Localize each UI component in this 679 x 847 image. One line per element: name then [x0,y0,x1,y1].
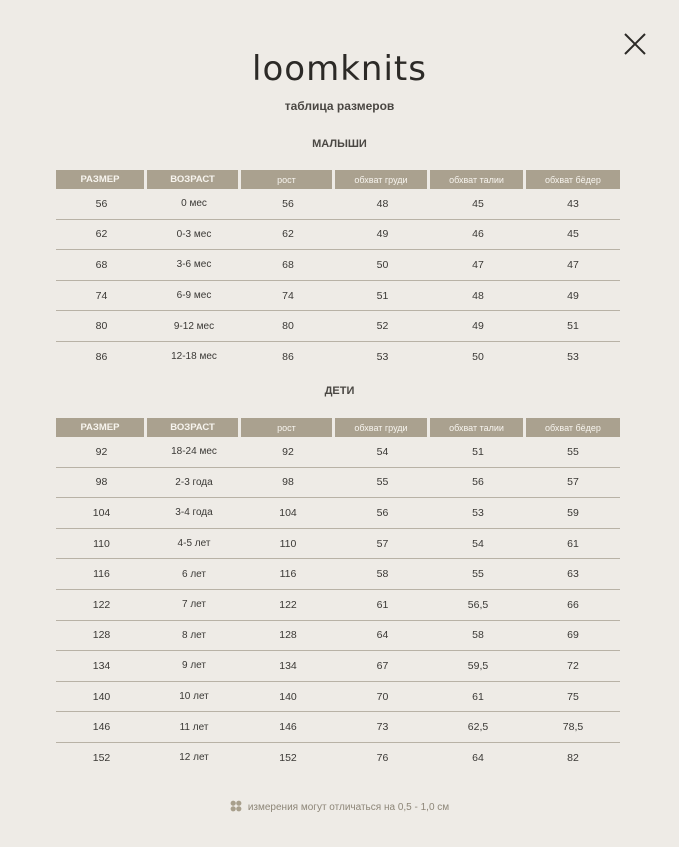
table-cell: 18-24 мес [147,437,241,468]
table-cell: 78,5 [526,712,620,743]
table-cell: 0-3 мес [147,220,241,251]
table-row [56,682,620,713]
table-cell: 82 [567,751,579,764]
table-cell: 3-4 года [147,498,241,529]
table-cell: 58 [335,559,430,590]
table-cell: 53 [376,350,389,363]
table-row [56,743,620,773]
table-cell: 66 [526,590,620,621]
table-row [56,250,620,281]
table-cell: 140 [56,682,147,713]
table-cell: 11 лет [147,712,241,743]
table-cell: 80 [241,311,335,342]
table-cell: 46 [430,220,526,251]
table-body [56,437,620,773]
table-cell: 56 [335,498,430,529]
table-cell: 98 [56,468,147,499]
table-cell: 122 [56,590,147,621]
column-header: обхват груди [335,170,430,189]
table-cell: 45 [526,220,620,251]
table-cell: 73 [335,712,430,743]
table-cell: 69 [526,621,620,652]
table-cell: 56 [430,468,526,499]
table-cell: 48 [430,281,526,312]
table-row [56,437,620,468]
column-header: рост [241,170,335,189]
table-row [56,529,620,560]
babies-size-table [56,170,620,372]
table-cell: 59 [526,498,620,529]
table-cell: 152 [279,751,297,764]
column-header: обхват бёдер [526,418,620,437]
table-cell: 53 [567,350,579,363]
table-cell: 134 [56,651,147,682]
table-row [56,559,620,590]
header-row [56,418,620,437]
table-cell: 146 [56,712,147,743]
table-cell: 74 [241,281,335,312]
table-cell: 49 [430,311,526,342]
table-cell: 45 [430,189,526,220]
table-cell: 2-3 года [147,468,241,499]
table-cell: 58 [430,621,526,652]
table-cell: 74 [56,281,147,312]
table-cell: 110 [241,529,335,560]
column-header: ВОЗРАСТ [147,418,241,437]
table-row [56,342,620,372]
section-title-kids: ДЕТИ [324,385,355,397]
footer-note [0,800,679,813]
table-cell: 61 [335,590,430,621]
table-cell: 52 [335,311,430,342]
table-header [56,170,620,189]
table-row [56,468,620,499]
table-cell: 10 лет [147,682,241,713]
table-cell: 70 [335,682,430,713]
table-cell: 51 [335,281,430,312]
table-cell: 0 мес [147,189,241,220]
table-cell: 53 [430,498,526,529]
table-cell: 72 [526,651,620,682]
page-subtitle: таблица размеров [284,99,395,113]
table-cell: 3-6 мес [147,250,241,281]
table-cell: 68 [241,250,335,281]
table-cell: 64 [472,751,484,764]
table-row [56,651,620,682]
table-cell: 92 [241,437,335,468]
table-cell: 8 лет [147,621,241,652]
table-cell: 6 лет [147,559,241,590]
table-cell: 59,5 [430,651,526,682]
table-cell: 68 [56,250,147,281]
table-cell: 51 [430,437,526,468]
table-cell: 56 [241,189,335,220]
table-cell: 47 [526,250,620,281]
table-cell: 116 [56,559,147,590]
table-cell: 54 [335,437,430,468]
table-row [56,590,620,621]
table-cell: 152 [92,751,111,764]
table-cell: 61 [430,682,526,713]
table-cell: 62 [56,220,147,251]
table-cell: 104 [56,498,147,529]
table-cell: 122 [241,590,335,621]
table-cell: 43 [526,189,620,220]
table-cell: 128 [56,621,147,652]
table-cell: 86 [282,350,294,363]
table-cell: 64 [335,621,430,652]
table-cell: 146 [241,712,335,743]
table-row [56,281,620,312]
column-header: РАЗМЕР [56,170,147,189]
column-header: рост [241,418,335,437]
table-cell: 49 [526,281,620,312]
table-cell: 134 [241,651,335,682]
table-cell: 55 [526,437,620,468]
column-header: РАЗМЕР [56,418,147,437]
table-row [56,189,620,220]
table-cell: 9 лет [147,651,241,682]
table-cell: 80 [56,311,147,342]
table-row [56,311,620,342]
section-title-babies: МАЛЫШИ [312,138,367,150]
table-cell: 110 [56,529,147,560]
table-cell: 75 [526,682,620,713]
kids-size-table [56,418,620,773]
table-cell: 67 [335,651,430,682]
table-cell: 57 [335,529,430,560]
table-body [56,189,620,372]
table-cell: 50 [335,250,430,281]
table-cell: 62,5 [430,712,526,743]
table-cell: 86 [95,350,108,363]
table-cell: 7 лет [147,590,241,621]
table-cell: 104 [241,498,335,529]
header-row [56,170,620,189]
table-cell: 63 [526,559,620,590]
table-cell: 4-5 лет [147,529,241,560]
table-cell: 54 [430,529,526,560]
table-row [56,712,620,743]
table-row [56,498,620,529]
table-cell: 49 [335,220,430,251]
table-cell: 140 [241,682,335,713]
table-header [56,418,620,437]
table-cell: 48 [335,189,430,220]
table-cell: 12 лет [179,752,209,764]
table-cell: 55 [335,468,430,499]
table-cell: 56 [56,189,147,220]
table-cell: 128 [241,621,335,652]
table-row [56,621,620,652]
table-cell: 98 [241,468,335,499]
table-cell: 47 [430,250,526,281]
table-row [56,220,620,251]
table-cell: 6-9 мес [147,281,241,312]
table-cell: 12-18 мес [171,351,217,363]
column-header: обхват талии [430,170,526,189]
table-cell: 62 [241,220,335,251]
table-cell: 61 [526,529,620,560]
table-cell: 9-12 мес [147,311,241,342]
flower-icon [230,800,242,812]
table-cell: 92 [56,437,147,468]
table-cell: 56,5 [430,590,526,621]
footer-note-text: измерения могут отличаться на 0,5 - 1,0 см [247,802,450,813]
brand-logo: loomknits [252,49,427,89]
table-cell: 51 [526,311,620,342]
column-header: обхват талии [430,418,526,437]
column-header: обхват груди [335,418,430,437]
column-header: обхват бёдер [526,170,620,189]
table-cell: 57 [526,468,620,499]
table-cell: 50 [472,350,484,363]
column-header: ВОЗРАСТ [147,170,241,189]
table-cell: 76 [376,751,389,764]
table-cell: 116 [241,559,335,590]
table-cell: 55 [430,559,526,590]
